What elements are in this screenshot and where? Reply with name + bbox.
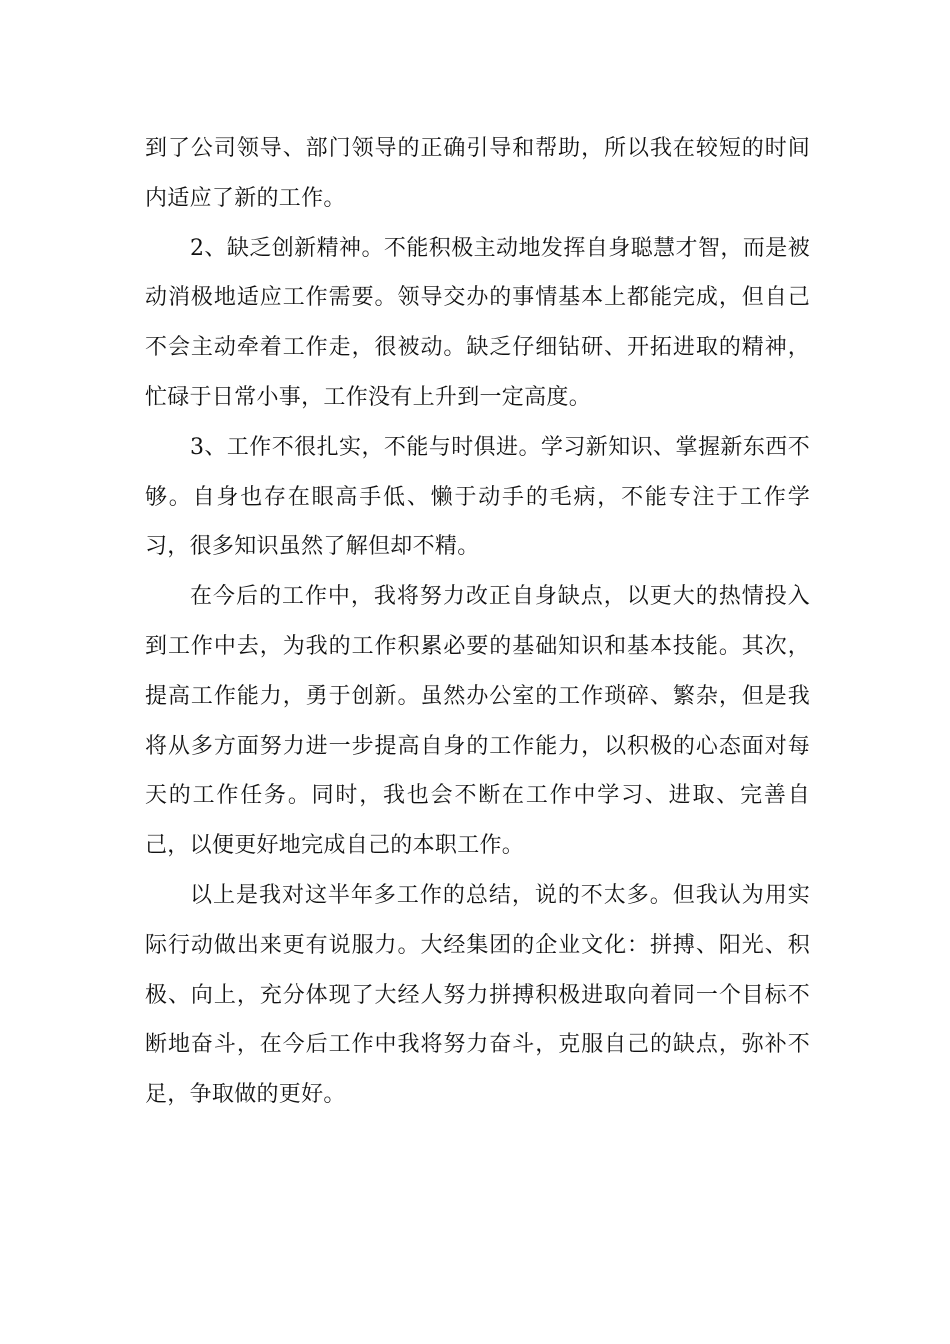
paragraph-continuation: 到了公司领导、部门领导的正确引导和帮助，所以我在较短的时间内适应了新的工作。 — [145, 136, 810, 211]
paragraph-improvement-plan: 在今后的工作中，我将努力改正自身缺点，以更大的热情投入到工作中去，为我的工作积累必要的基础知识和基本技能。其次，提高工作能力，勇于创新。虽然办公室的工作琐碎、繁杂，但是我将从多方面努力进一步提高自身的工作能力，以积极的心态面对每天的工作任务。同时，我也会不断在工作中学习、进取、完善自己，以便更好地完成自己的本职工作。 — [145, 584, 810, 859]
paragraph-conclusion: 以上是我对这半年多工作的总结，说的不太多。但我认为用实际行动做出来更有说服力。大经集团的企业文化：拼搏、阳光、积极、向上，充分体现了大经人努力拼搏积极进取向着同一个目标不断地奋斗，在今后工作中我将努力奋斗，克服自己的缺点，弥补不足，争取做的更好。 — [145, 882, 810, 1108]
paragraph-item-2: 2、缺乏创新精神。不能积极主动地发挥自身聪慧才智，而是被动消极地适应工作需要。领导交办的事情基本上都能完成，但自己不会主动牵着工作走，很被动。缺乏仔细钻研、开拓进取的精神，忙碌于日常小事，工作没有上升到一定高度。 — [145, 235, 810, 410]
paragraph-item-3: 3、工作不很扎实，不能与时俱进。学习新知识、掌握新东西不够。自身也存在眼高手低、懒于动手的毛病，不能专注于工作学习，很多知识虽然了解但却不精。 — [145, 434, 810, 560]
document-body — [145, 124, 810, 1120]
